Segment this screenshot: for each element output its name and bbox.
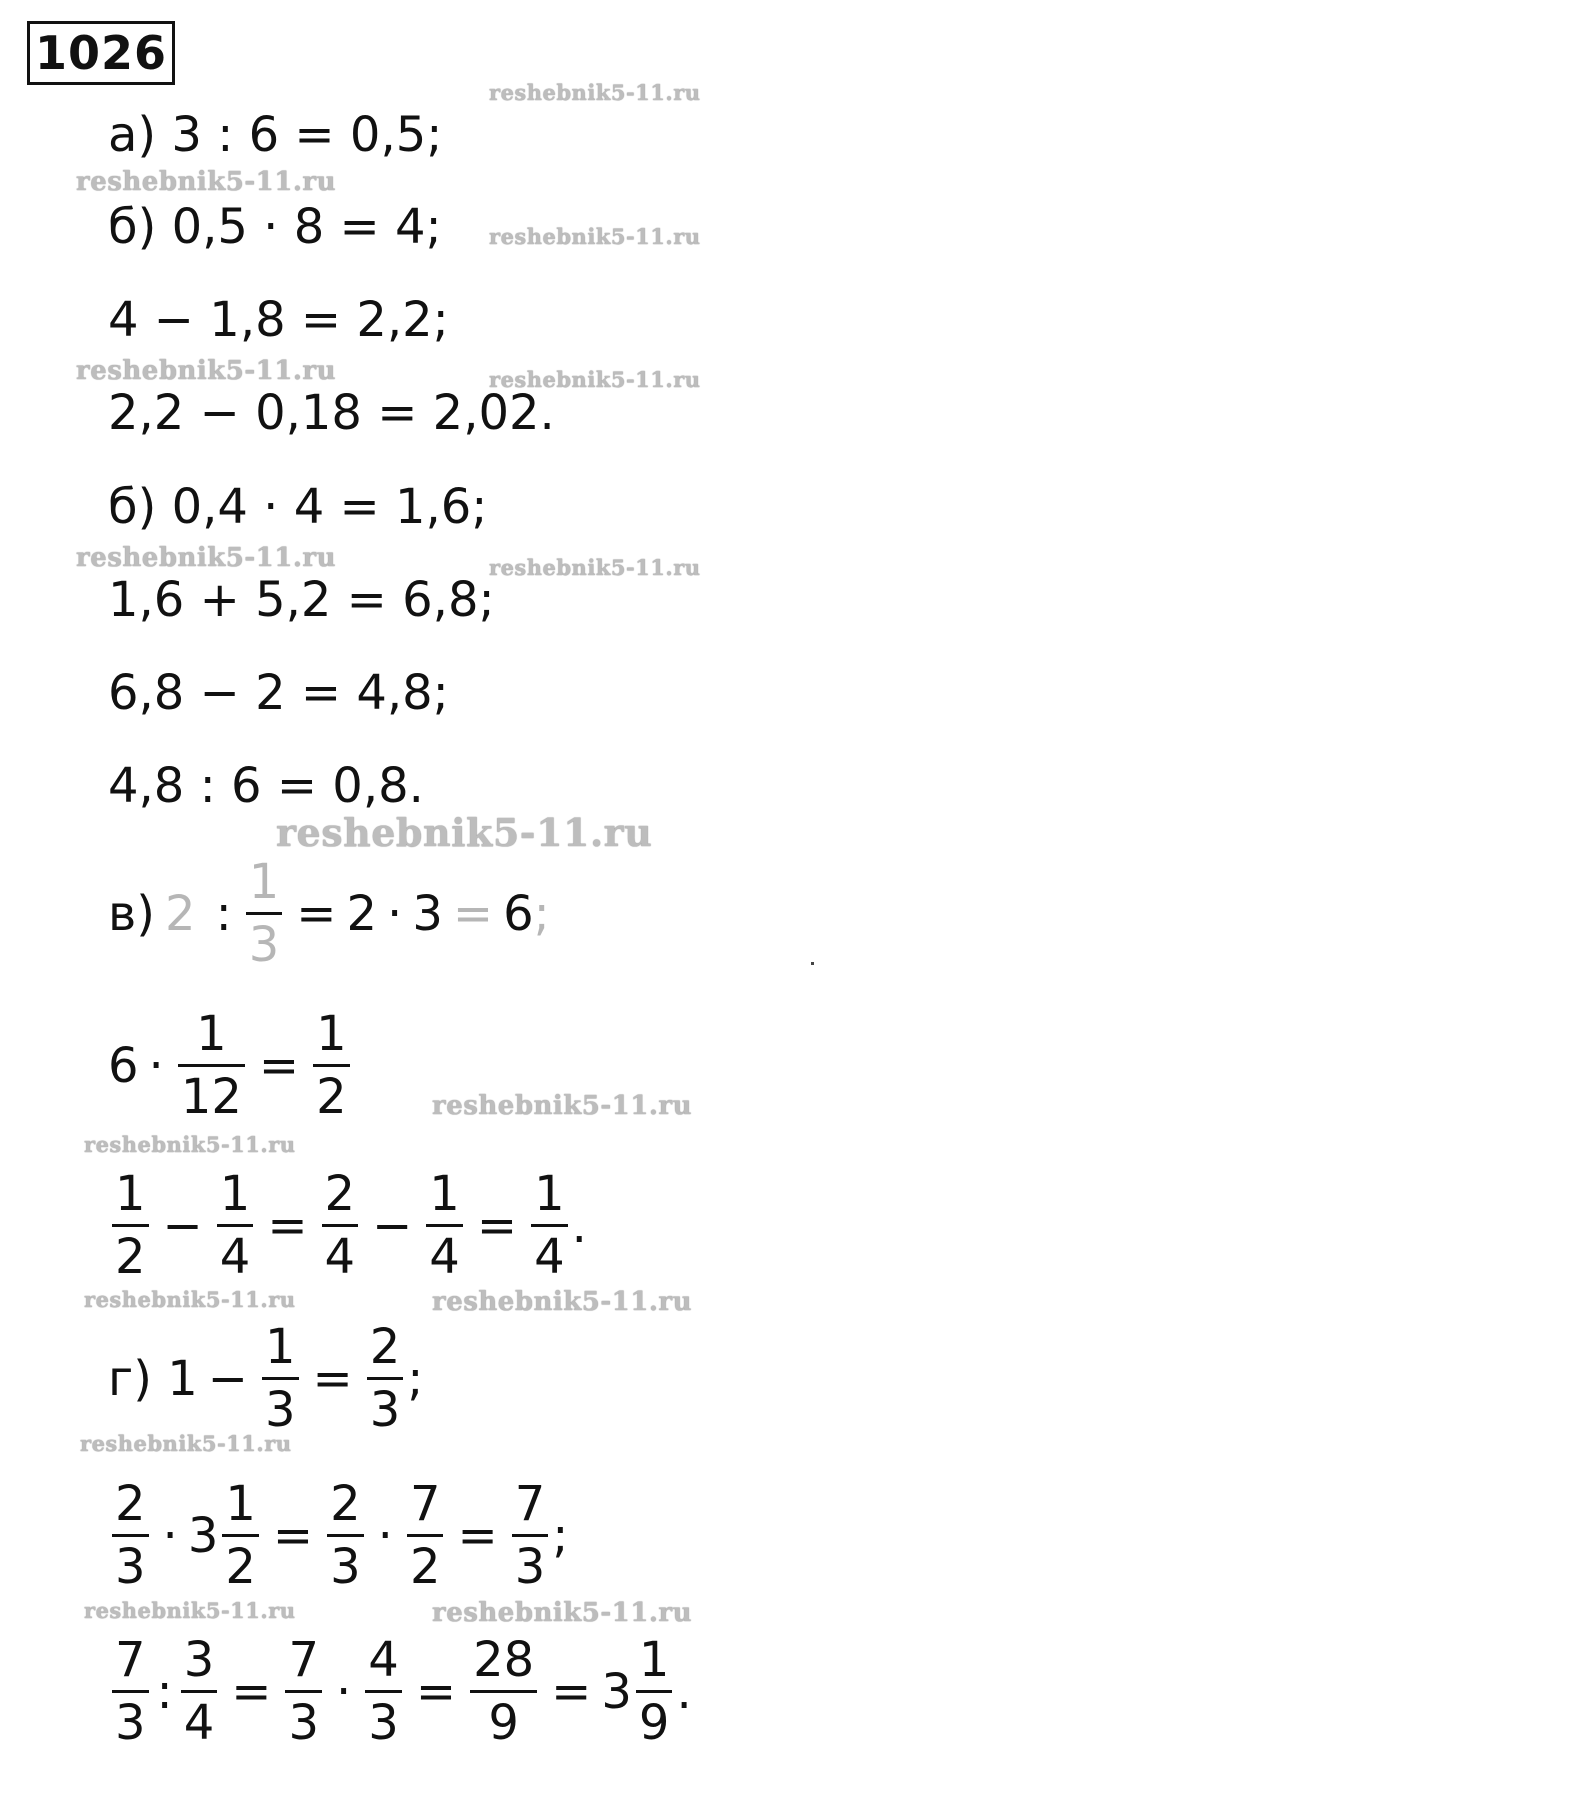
watermark: reshebnik5-11.ru <box>76 543 337 573</box>
operand: 6 <box>503 885 534 942</box>
punctuation: . <box>571 1197 587 1254</box>
mixed-whole: 3 <box>601 1663 632 1720</box>
watermark: reshebnik5-11.ru <box>432 1091 693 1121</box>
operator: − <box>372 1197 413 1254</box>
operator: · <box>148 1037 164 1094</box>
solution-line-v3 <box>108 1164 587 1287</box>
denominator: 3 <box>514 1539 546 1595</box>
fraction <box>285 1630 322 1753</box>
operator: · <box>162 1507 178 1564</box>
watermark: reshebnik5-11.ru <box>489 224 701 249</box>
solution-line-b5: 1,6 + 5,2 = 6,8; <box>108 572 495 628</box>
denominator: 4 <box>324 1229 356 1285</box>
denominator: 4 <box>183 1695 215 1751</box>
operator: = <box>452 885 494 942</box>
numerator: 1 <box>115 1166 146 1222</box>
fraction <box>327 1474 364 1597</box>
numerator: 7 <box>514 1476 546 1532</box>
denominator: 4 <box>429 1229 460 1285</box>
operator: − <box>207 1350 248 1407</box>
operand: 2 <box>346 885 378 942</box>
denominator: 3 <box>288 1695 320 1751</box>
operand: 6 <box>108 1037 139 1094</box>
numerator: 1 <box>196 1006 227 1062</box>
numerator: 7 <box>115 1632 146 1688</box>
fraction <box>322 1164 359 1287</box>
operator: = <box>258 1037 300 1094</box>
operator: · <box>387 885 403 942</box>
numerator: 1 <box>429 1166 460 1222</box>
denominator: 9 <box>638 1695 670 1751</box>
denominator: 3 <box>115 1695 146 1751</box>
operator: · <box>336 1663 352 1720</box>
numerator: 2 <box>369 1319 401 1375</box>
operator: : <box>215 885 232 942</box>
solution-line-g1 <box>108 1317 423 1440</box>
operator: = <box>551 1663 592 1720</box>
watermark: reshebnik5-11.ru <box>84 1598 296 1623</box>
denominator: 3 <box>369 1382 401 1438</box>
operand: 3 <box>412 885 443 942</box>
punctuation: . <box>676 1663 692 1720</box>
numerator: 2 <box>324 1166 356 1222</box>
fraction <box>112 1164 149 1287</box>
fraction <box>531 1164 568 1287</box>
solution-line-v1 <box>108 852 550 975</box>
solution-line-v2 <box>108 1004 354 1127</box>
item-label: г) 1 <box>108 1350 198 1407</box>
fraction <box>222 1474 259 1597</box>
fraction <box>426 1164 463 1287</box>
denominator: 12 <box>180 1069 242 1125</box>
denominator: 2 <box>316 1069 347 1125</box>
punctuation: ; <box>407 1350 424 1407</box>
fraction <box>112 1630 149 1753</box>
watermark: reshebnik5-11.ru <box>84 1132 296 1157</box>
solution-line-b2: 4 − 1,8 = 2,2; <box>108 292 449 348</box>
solution-line-g3 <box>108 1630 692 1753</box>
numerator: 1 <box>248 854 280 910</box>
fraction <box>365 1630 402 1753</box>
operator: = <box>272 1507 314 1564</box>
fraction <box>407 1474 444 1597</box>
item-label: в) <box>108 885 156 942</box>
solution-line-g2 <box>108 1474 568 1597</box>
fraction <box>313 1004 350 1127</box>
operator: = <box>312 1350 353 1407</box>
numerator: 1 <box>316 1006 347 1062</box>
denominator: 2 <box>409 1539 441 1595</box>
operator: = <box>415 1663 457 1720</box>
operator: = <box>231 1663 272 1720</box>
operator: − <box>162 1197 203 1254</box>
solution-line-b1: б) 0,5 · 8 = 4; <box>108 199 442 255</box>
fraction <box>470 1630 537 1753</box>
watermark: reshebnik5-11.ru <box>489 80 701 105</box>
fraction <box>246 852 283 975</box>
numerator: 2 <box>115 1476 146 1532</box>
numerator: 1 <box>225 1476 256 1532</box>
numerator: 1 <box>638 1632 670 1688</box>
numerator: 4 <box>368 1632 399 1688</box>
denominator: 3 <box>368 1695 399 1751</box>
watermark: reshebnik5-11.ru <box>276 810 653 855</box>
operator: = <box>267 1197 308 1254</box>
fraction <box>112 1474 149 1597</box>
watermark: reshebnik5-11.ru <box>432 1598 693 1628</box>
mixed-whole: 3 <box>187 1507 219 1564</box>
denominator: 4 <box>534 1229 565 1285</box>
denominator: 9 <box>488 1695 519 1751</box>
denominator: 3 <box>264 1382 296 1438</box>
numerator: 1 <box>534 1166 565 1222</box>
solution-line-b4: б) 0,4 · 4 = 1,6; <box>108 479 488 535</box>
punctuation: ; <box>552 1507 569 1564</box>
fraction <box>217 1164 254 1287</box>
watermark: reshebnik5-11.ru <box>489 555 701 580</box>
watermark: reshebnik5-11.ru <box>80 1431 292 1456</box>
numerator: 28 <box>473 1632 535 1688</box>
watermark: reshebnik5-11.ru <box>84 1287 296 1312</box>
numerator: 3 <box>183 1632 215 1688</box>
watermark: reshebnik5-11.ru <box>76 167 337 197</box>
operator: : <box>156 1663 173 1720</box>
fraction <box>178 1004 245 1127</box>
denominator: 2 <box>115 1229 146 1285</box>
fraction <box>512 1474 549 1597</box>
numerator: 7 <box>288 1632 320 1688</box>
denominator: 4 <box>219 1229 251 1285</box>
denominator: 3 <box>115 1539 146 1595</box>
fraction <box>181 1630 218 1753</box>
watermark: reshebnik5-11.ru <box>76 356 337 386</box>
watermark: reshebnik5-11.ru <box>489 367 701 392</box>
numerator: 7 <box>409 1476 441 1532</box>
punctuation: ; <box>533 885 550 942</box>
numerator: 1 <box>264 1319 296 1375</box>
operand: 2 <box>165 885 196 942</box>
fraction <box>636 1630 673 1753</box>
operator: = <box>476 1197 518 1254</box>
watermark: reshebnik5-11.ru <box>432 1287 693 1317</box>
numerator: 2 <box>330 1476 361 1532</box>
fraction <box>367 1317 404 1440</box>
solution-line-a1: а) 3 : 6 = 0,5; <box>108 107 443 163</box>
solution-line-b6: 6,8 − 2 = 4,8; <box>108 665 449 721</box>
solution-line-b3: 2,2 − 0,18 = 2,02. <box>108 385 555 441</box>
numerator: 1 <box>219 1166 251 1222</box>
denominator: 3 <box>330 1539 361 1595</box>
fraction <box>262 1317 299 1440</box>
operator: = <box>457 1507 498 1564</box>
operator: = <box>296 885 337 942</box>
scan-speck <box>811 962 814 965</box>
operator: · <box>377 1507 393 1564</box>
solution-line-b7: 4,8 : 6 = 0,8. <box>108 758 424 814</box>
problem-number: 1026 <box>27 21 175 85</box>
denominator: 3 <box>248 917 280 973</box>
denominator: 2 <box>225 1539 256 1595</box>
